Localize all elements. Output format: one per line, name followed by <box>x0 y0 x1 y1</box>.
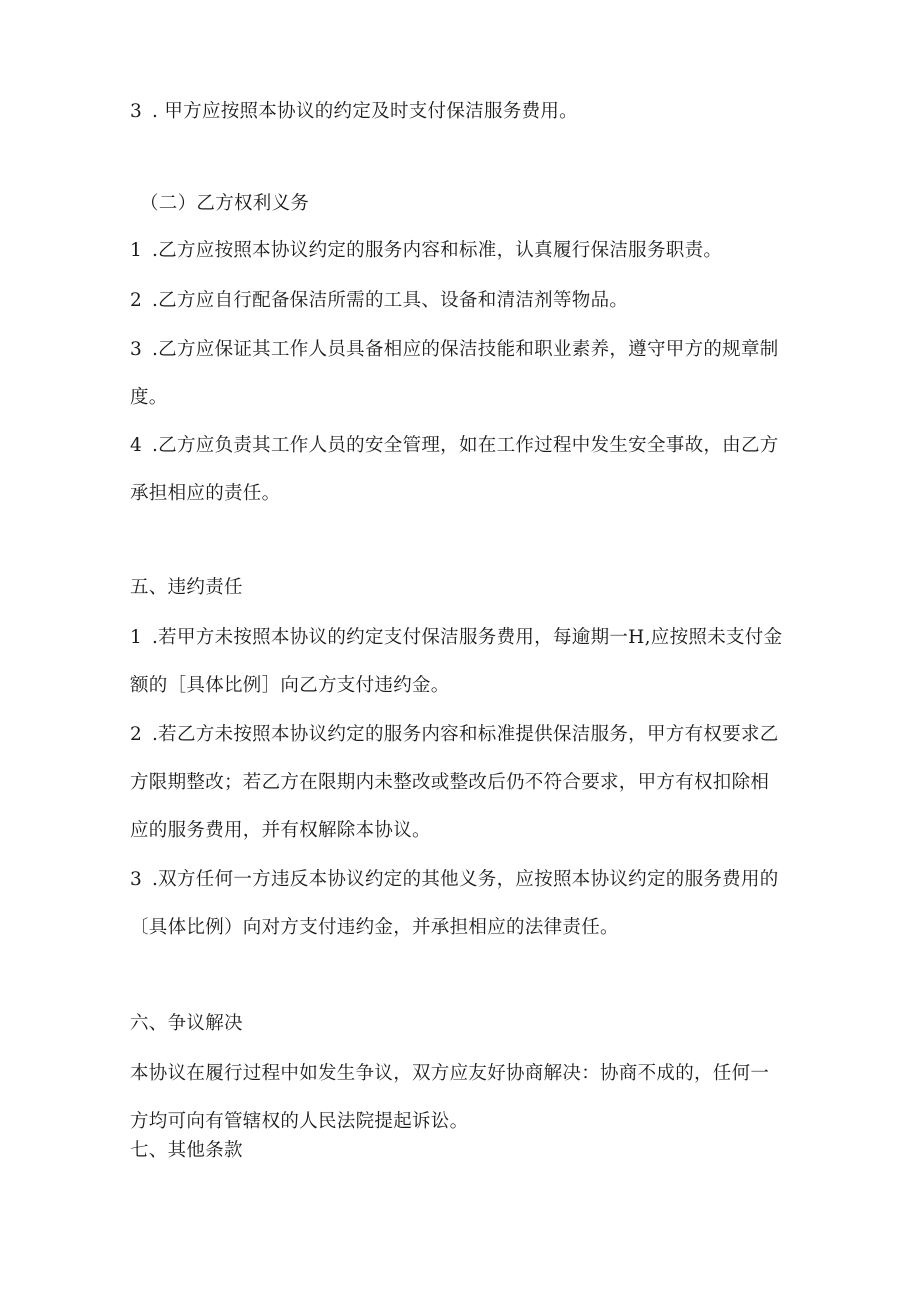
clause-number: 2 <box>130 724 143 745</box>
clause-5-3 <box>130 868 779 892</box>
clause-text: 方均可向有管辖权的人民法院提起诉讼。 <box>130 1111 469 1132</box>
clause-b1 <box>130 239 722 263</box>
clause-text: .乙方应负责其工作人员的安全管理，如在工作过程中发生安全事故，由乙方 <box>152 435 779 456</box>
clause-b4 <box>130 434 779 458</box>
clause-a3 <box>130 100 578 124</box>
clause-number: 2 <box>130 290 143 311</box>
clause-number: 3 <box>130 101 143 122</box>
clause-6-continued <box>130 1110 468 1134</box>
clause-text: .若甲方未按照本协议的约定支付保洁服务费用，每逾期一H,应按照未支付金 <box>152 627 783 648</box>
clause-5-1-continued <box>130 674 450 698</box>
clause-text: . 甲方应按照本协议的约定及时支付保洁服务费用。 <box>152 101 578 122</box>
clause-text: 本协议在履行过程中如发生争议，双方应友好协商解决：协商不成的，任何一 <box>130 1063 770 1084</box>
clause-number: 1 <box>130 240 143 261</box>
clause-number: 1 <box>130 627 143 648</box>
clause-5-2 <box>130 723 779 747</box>
clause-b3-continued <box>130 386 168 410</box>
clause-b2 <box>130 289 628 313</box>
section-heading-other-terms <box>130 1139 243 1163</box>
clause-text: 额的［具体比例］向乙方支付违约金。 <box>130 675 450 696</box>
clause-6 <box>130 1062 769 1086</box>
clause-text: 方限期整改；若乙方在限期内未整改或整改后仍不符合要求，甲方有权扣除相 <box>130 772 770 793</box>
heading-text: 五、违约责任 <box>130 577 243 598</box>
clause-text: .乙方应按照本协议约定的服务内容和标准，认真履行保洁服务职责。 <box>152 240 723 261</box>
clause-number: 3 <box>130 869 143 890</box>
clause-b4-continued <box>130 482 280 506</box>
clause-text: .乙方应自行配备保洁所需的工具、设备和清洁剂等物品。 <box>152 290 629 311</box>
clause-number: 3 <box>130 339 143 360</box>
clause-number: 4 <box>130 435 143 456</box>
clause-b3 <box>130 338 779 362</box>
section-heading-disputes <box>130 1012 243 1036</box>
section-heading-liability <box>130 576 243 600</box>
clause-text: .若乙方未按照本协议约定的服务内容和标准提供保洁服务，甲方有权要求乙 <box>152 724 779 745</box>
clause-5-2-continued-2 <box>130 819 431 843</box>
clause-text: .乙方应保证其工作人员具备相应的保洁技能和职业素养，遵守甲方的规章制 <box>152 339 779 360</box>
heading-text: 七、其他条款 <box>130 1140 243 1161</box>
heading-text: （二）乙方权利义务 <box>140 193 310 214</box>
clause-text: .双方任何一方违反本协议约定的其他义务，应按照本协议约定的服务费用的 <box>152 869 779 890</box>
clause-text: 〔具体比例）向对方支付违约金，并承担相应的法律责任。 <box>130 917 619 938</box>
clause-5-2-continued <box>130 771 769 795</box>
clause-5-3-continued <box>130 916 619 940</box>
section-heading-party-b <box>140 192 309 216</box>
clause-5-1 <box>130 626 782 650</box>
heading-text: 六、争议解决 <box>130 1013 243 1034</box>
clause-text: 应的服务费用，并有权解除本协议。 <box>130 820 431 841</box>
clause-text: 度。 <box>130 387 168 408</box>
clause-text: 承担相应的责任。 <box>130 483 281 504</box>
